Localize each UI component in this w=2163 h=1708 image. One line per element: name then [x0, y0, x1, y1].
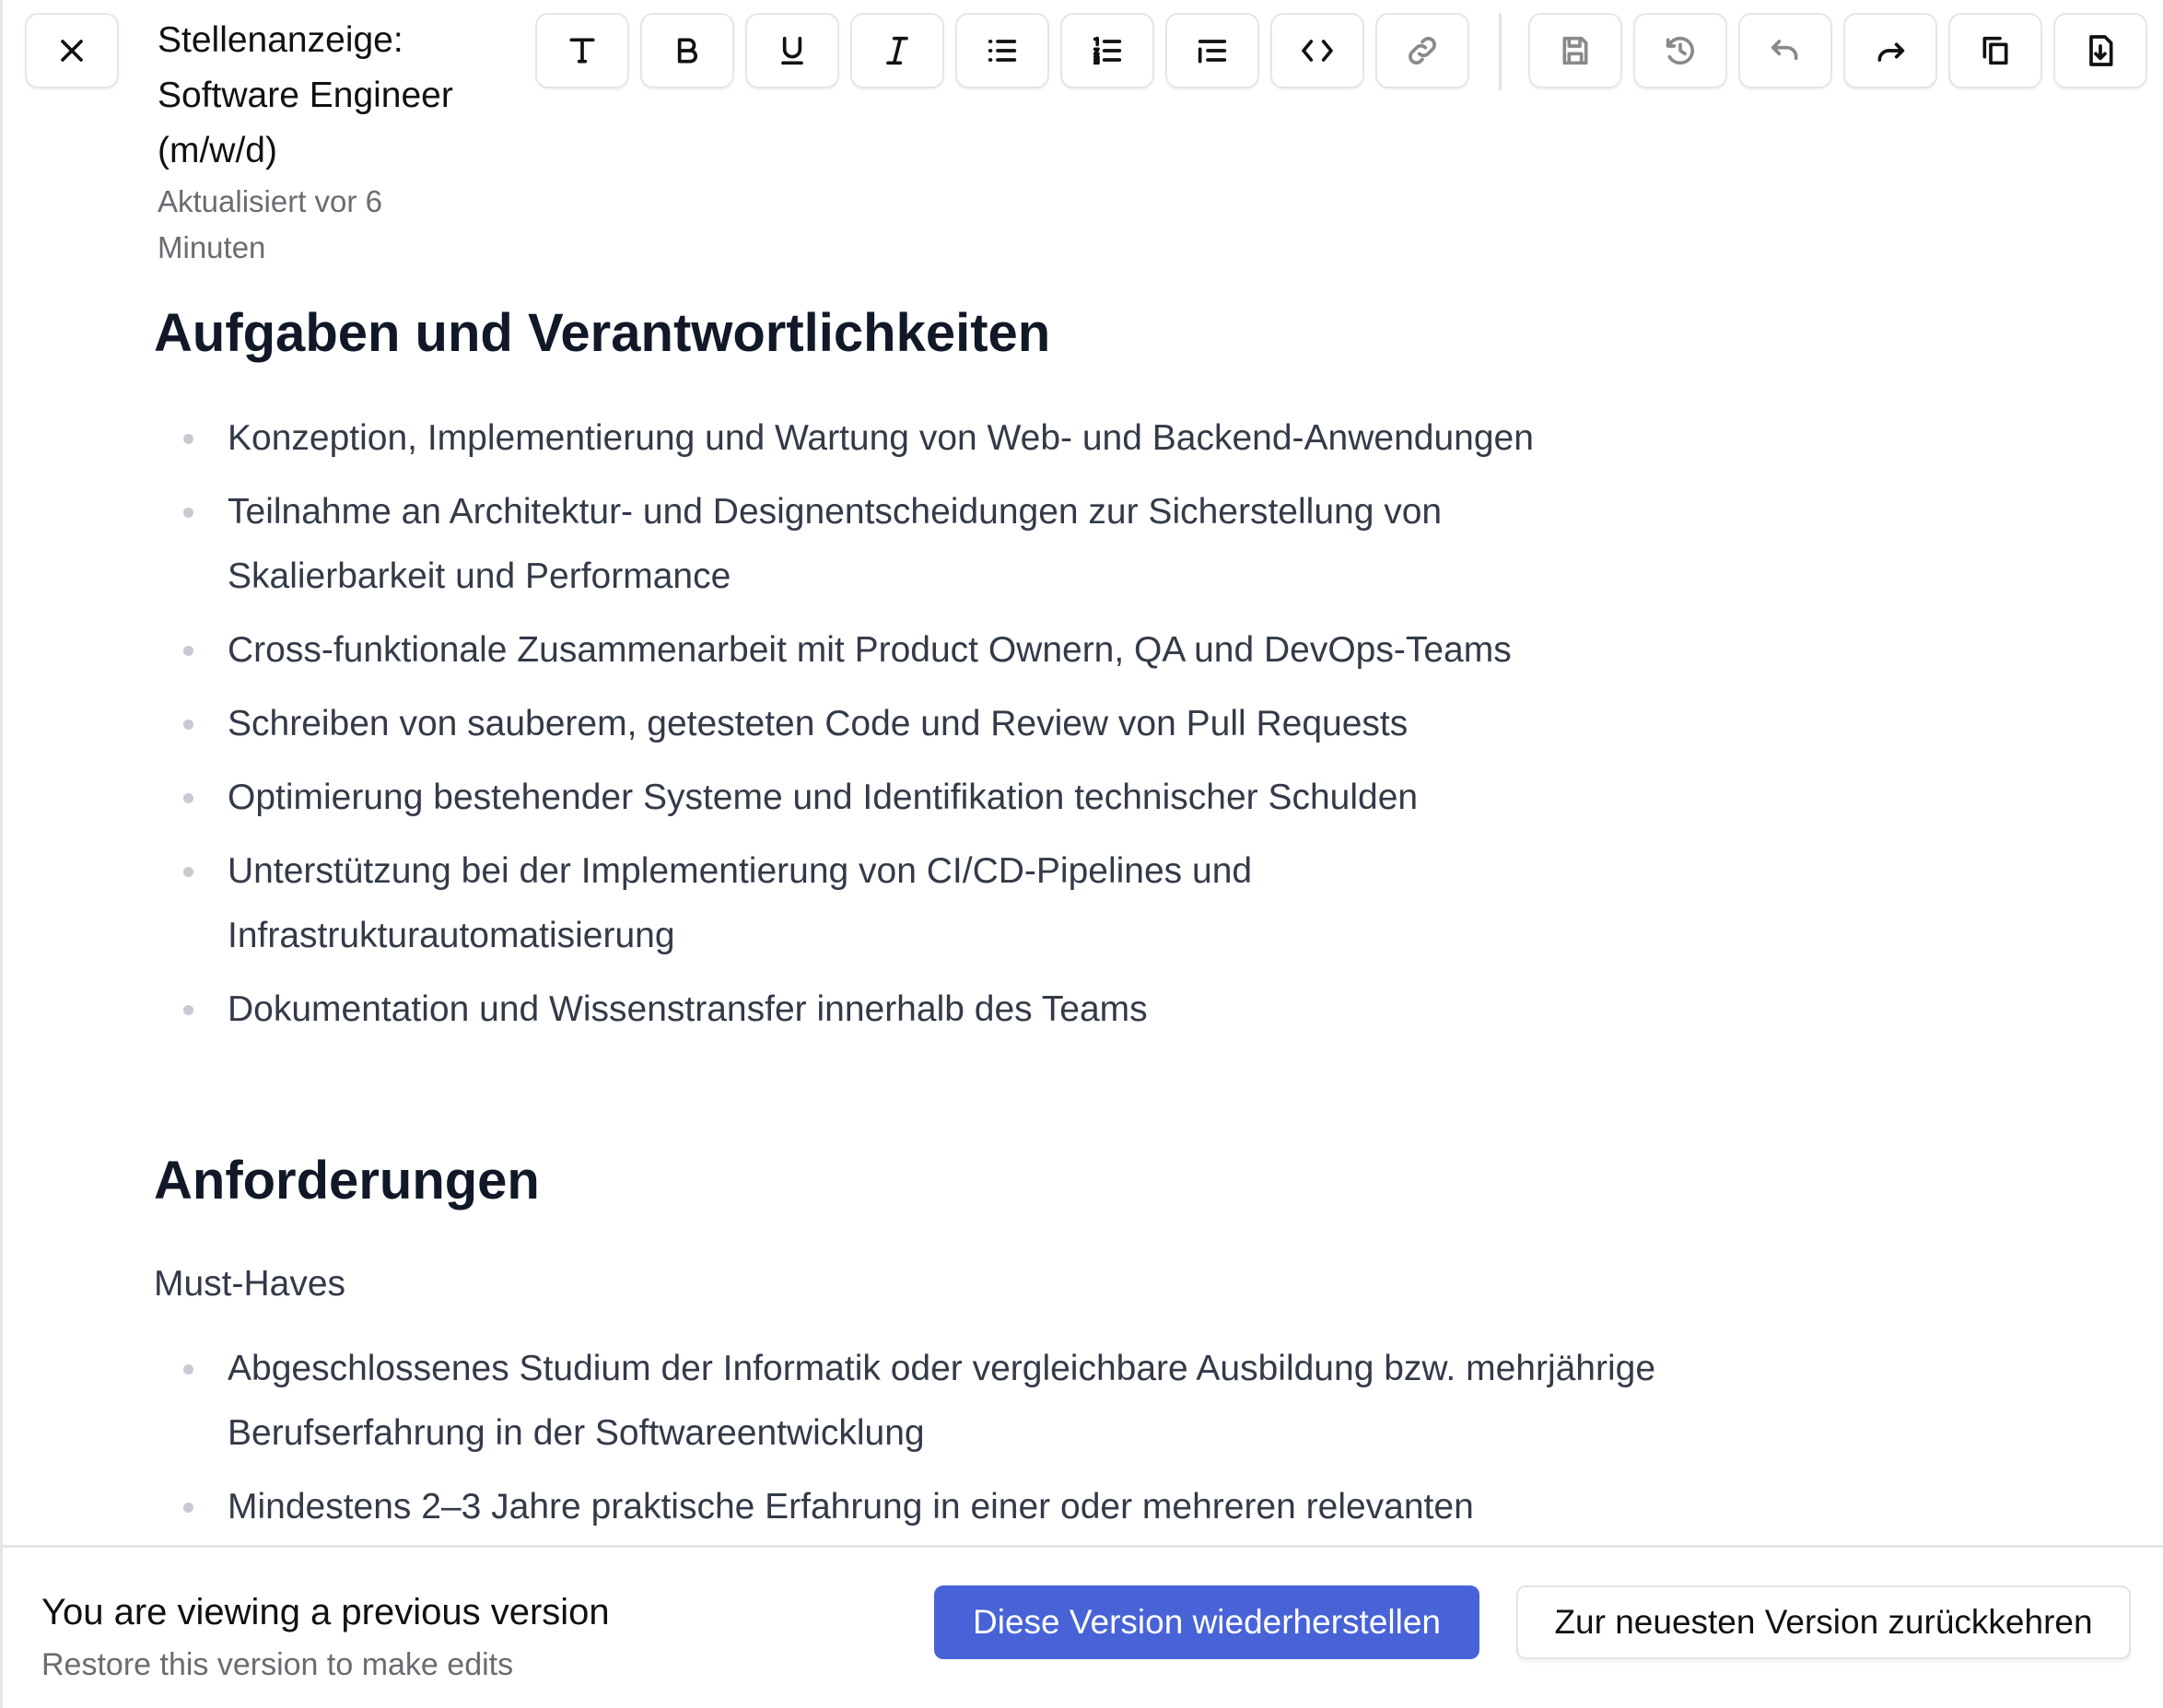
file-download-icon	[2082, 32, 2119, 69]
redo-button[interactable]	[1843, 13, 1937, 88]
bullet	[183, 719, 193, 730]
banner-title: You are viewing a previous version	[41, 1592, 610, 1632]
close-icon	[53, 32, 90, 69]
underline-button[interactable]	[745, 13, 839, 88]
bullet	[183, 1364, 193, 1375]
document-title: Stellenanzeige: Software Engineer (m/w/d)	[158, 20, 453, 170]
link-icon	[1404, 32, 1441, 69]
bullet	[183, 793, 193, 803]
link-button[interactable]	[1375, 13, 1469, 88]
copy-icon	[1977, 32, 2014, 69]
list-item: Cross-funktionale Zusammenarbeit mit Product Ownern, QA und DevOps-Teams	[228, 630, 1512, 670]
code-button[interactable]	[1270, 13, 1364, 88]
list-item: Teilnahme an Architektur- und Designentscheidungen zur Sicherstellung von Skalierbarkeit und Performance	[228, 492, 1443, 596]
undo-icon	[1767, 32, 1804, 69]
history-icon	[1662, 32, 1699, 69]
restore-version-button[interactable]: Diese Version wiederherstellen	[934, 1585, 1479, 1659]
list-item: Abgeschlossenes Studium der Informatik oder vergleichbare Ausbildung bzw. mehrjährige Berufserfahrung in der Softwareentwicklung	[228, 1349, 1656, 1453]
banner-subtitle: Restore this version to make edits	[41, 1647, 514, 1682]
italic-icon	[879, 32, 916, 69]
bullet	[183, 1503, 193, 1513]
underline-icon	[774, 32, 811, 69]
copy-button[interactable]	[1948, 13, 2042, 88]
bullet	[183, 867, 193, 877]
list-item: Optimierung bestehender Systeme und Identifikation technischer Schulden	[228, 778, 1419, 817]
indent-button[interactable]	[1165, 13, 1259, 88]
list-item: Dokumentation und Wissenstransfer innerhalb des Teams	[228, 989, 1148, 1029]
version-banner	[3, 1545, 2163, 1708]
toolbar-divider	[1499, 13, 1502, 90]
return-latest-button[interactable]: Zur neuesten Version zurückkehren	[1516, 1585, 2131, 1659]
redo-icon	[1872, 32, 1909, 69]
bullet	[183, 646, 193, 656]
close-button[interactable]	[25, 13, 119, 88]
list-item: Schreiben von sauberem, getesteten Code und Review von Pull Requests	[228, 704, 1409, 743]
bullet	[183, 434, 193, 444]
bold-button[interactable]	[640, 13, 734, 88]
text-button[interactable]	[535, 13, 629, 88]
export-button[interactable]	[2053, 13, 2147, 88]
subheading: Must-Haves	[154, 1264, 346, 1304]
list-item: Mindestens 2–3 Jahre praktische Erfahrung in einer oder mehreren relevanten	[228, 1487, 1474, 1527]
numbered-list-button[interactable]	[1060, 13, 1154, 88]
list-item: Unterstützung bei der Implementierung von CI/CD-Pipelines und Infrastrukturautomatisierung	[228, 851, 1253, 955]
bold-icon	[669, 32, 706, 69]
section-heading: Anforderungen	[154, 1151, 540, 1211]
history-button[interactable]	[1633, 13, 1727, 88]
list-item: Konzeption, Implementierung und Wartung von Web- und Backend-Anwendungen	[228, 418, 1534, 458]
bullet-list-button[interactable]	[955, 13, 1049, 88]
bullet	[183, 508, 193, 518]
text-icon	[564, 32, 601, 69]
indent-icon	[1194, 32, 1231, 69]
bullet-list-icon	[984, 32, 1021, 69]
numbered-list-icon	[1089, 32, 1126, 69]
last-updated: Aktualisiert vor 6 Minuten	[158, 184, 382, 264]
save-icon	[1557, 32, 1594, 69]
save-button[interactable]	[1528, 13, 1622, 88]
undo-button[interactable]	[1738, 13, 1832, 88]
code-icon	[1299, 32, 1336, 69]
italic-button[interactable]	[850, 13, 944, 88]
bullet	[183, 1005, 193, 1015]
section-heading: Aufgaben und Verantwortlichkeiten	[154, 303, 1051, 363]
